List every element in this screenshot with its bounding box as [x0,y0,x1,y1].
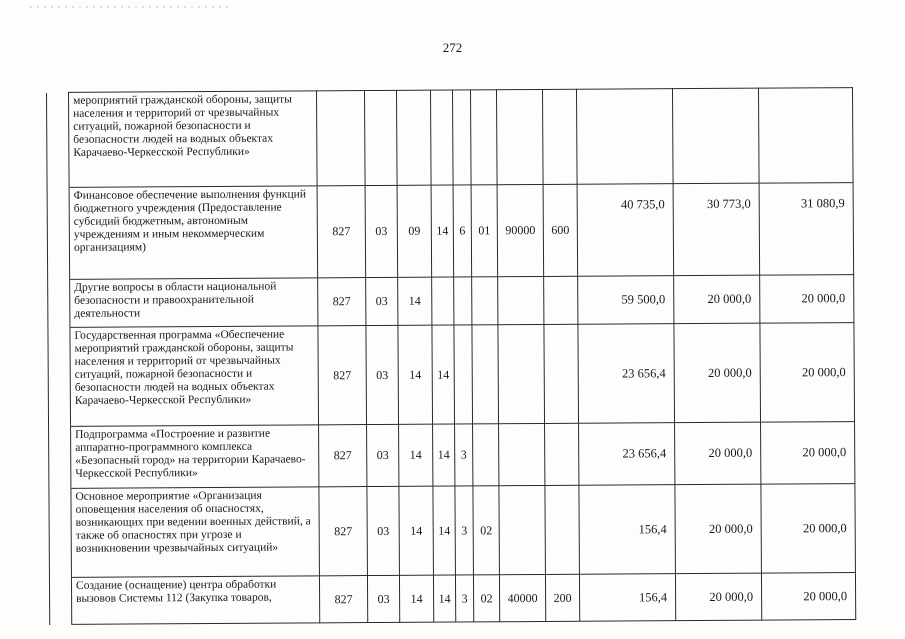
budget-table-sheet [46,87,857,606]
amount-year-2: 20 000,0 [674,323,761,423]
direction-code: 40000 [499,574,545,621]
amount-year-1: 156,4 [579,485,676,575]
direction-code: 90000 [497,184,544,276]
amount-year-3: 20 000,0 [760,275,854,324]
subsection-code: 14 [399,424,433,486]
amount-year-2: 20 000,0 [674,275,760,324]
budget-table [46,87,856,625]
row-marker-cell [48,279,70,327]
row-name: Основное мероприятие «Организация оповещения населения об опасностях, возникающих при ведении военных действий, а также об опасностях при угрозе и возникновении чрезвычайных ситуаций» [71,487,320,578]
subprogram-code [454,277,472,325]
subprogram-code: 6 [453,185,472,277]
amount-year-3: 20 000,0 [761,484,856,574]
subsection-code: 14 [399,575,433,622]
ministry-code: 827 [317,186,366,278]
subprogram-code [454,325,473,424]
event-code: 01 [471,185,498,277]
direction-code [499,423,545,485]
amount-year-3: 20 000,0 [761,422,855,485]
expense-type-code: 600 [543,184,578,276]
section-code: 03 [365,185,398,277]
page-number: 272 [442,40,463,55]
row-name: Государственная программа «Обеспечение мероприятий гражданской обороны, защиты населения и территорий от чрезвычайных ситуаций, пожарной безопасности и безопасности людей на водных объектах Карачаево-Черкесской Республики» [70,326,319,427]
amount-year-1: 59 500,0 [578,276,674,325]
direction-code [498,324,545,423]
amount-year-1: 40 735,0 [577,184,674,277]
expense-type-code [545,423,579,485]
program-code: 14 [432,325,455,424]
event-code [473,424,499,486]
event-code [470,90,497,185]
section-code: 03 [366,277,398,325]
section-code: 03 [367,486,400,575]
ministry-code: 827 [319,576,367,623]
row-name: Подпрограмма «Построение и развитие аппаратно-программного комплекса «Безопасный город» на территории Карачаево-Черкесской Республики» [71,425,319,489]
table-row [47,183,854,280]
ministry-code: 827 [319,487,368,576]
table-row [49,422,855,489]
amount-year-2: 20 000,0 [675,484,762,574]
direction-code [496,89,543,184]
section-code: 03 [367,424,399,486]
expense-type-code [545,485,580,574]
amount-year-1 [576,89,673,185]
subprogram-code: 3 [455,575,473,622]
section-code: 03 [367,575,399,622]
amount-year-3: 20 000,0 [760,323,855,423]
amount-year-2: 20 000,0 [675,422,761,485]
section-code [364,90,397,185]
ministry-code [316,91,365,186]
program-code: 14 [433,424,455,486]
row-marker-cell [49,426,71,488]
section-code: 03 [366,325,399,424]
amount-year-1: 23 656,4 [578,324,675,424]
subsection-code: 14 [398,277,432,325]
amount-year-3: 31 080,9 [759,183,854,276]
row-name: Другие вопросы в области национальной безопасности и правоохранительной деятельности [70,278,318,328]
scan-artifact [30,6,230,8]
event-code: 02 [473,486,500,575]
amount-year-2: 30 773,0 [673,183,760,276]
row-name: Финансовое обеспечение выполнения функций бюджетного учреждения (Предоставление субсидий бюджетным, автономным учреждениям и иным некоммерческим организациям) [69,186,318,280]
row-marker-cell [47,187,70,279]
amount-year-2: 20 000,0 [675,573,761,621]
program-code: 14 [433,575,455,622]
subprogram-code: 3 [455,424,473,486]
ministry-code: 827 [318,278,366,326]
expense-type-code [542,89,577,184]
event-code: 02 [473,575,499,622]
row-marker-cell [49,577,71,624]
program-code: 14 [431,185,454,277]
table-row [48,323,855,427]
amount-year-1: 156,4 [579,574,675,622]
row-marker-cell [49,488,72,577]
ministry-code: 827 [319,425,367,487]
subprogram-code: 3 [455,486,474,575]
subsection-code [396,90,431,185]
row-marker-cell [47,92,70,187]
event-code [472,325,499,424]
program-code [430,90,453,185]
program-code [432,277,454,325]
row-marker-cell [48,327,71,426]
direction-code [498,276,544,324]
direction-code [499,485,546,574]
table-row [47,88,854,188]
subsection-code: 09 [397,185,432,277]
program-code: 14 [433,486,456,575]
expense-type-code [544,276,578,324]
amount-year-3: 20 000,0 [761,573,855,621]
subprogram-code [452,90,471,185]
row-name: Создание (оснащение) центра обработки вызовов Системы 112 (Закупка товаров, [71,576,319,625]
amount-year-2 [672,88,759,184]
subsection-code: 14 [399,486,434,575]
table-row [49,484,856,578]
table-row [48,275,854,328]
subsection-code: 14 [398,325,433,424]
amount-year-1: 23 656,4 [579,423,675,486]
event-code [472,277,498,325]
ministry-code: 827 [318,326,367,425]
amount-year-3 [758,88,853,184]
expense-type-code [544,324,579,423]
expense-type-code: 200 [545,574,579,621]
row-name: мероприятий гражданской обороны, защиты населения и территорий от чрезвычайных ситуаций, пожарной безопасности и безопасности людей на водных объектах Карачаево-Черкесской Республики» [69,91,318,188]
table-row [49,573,855,625]
